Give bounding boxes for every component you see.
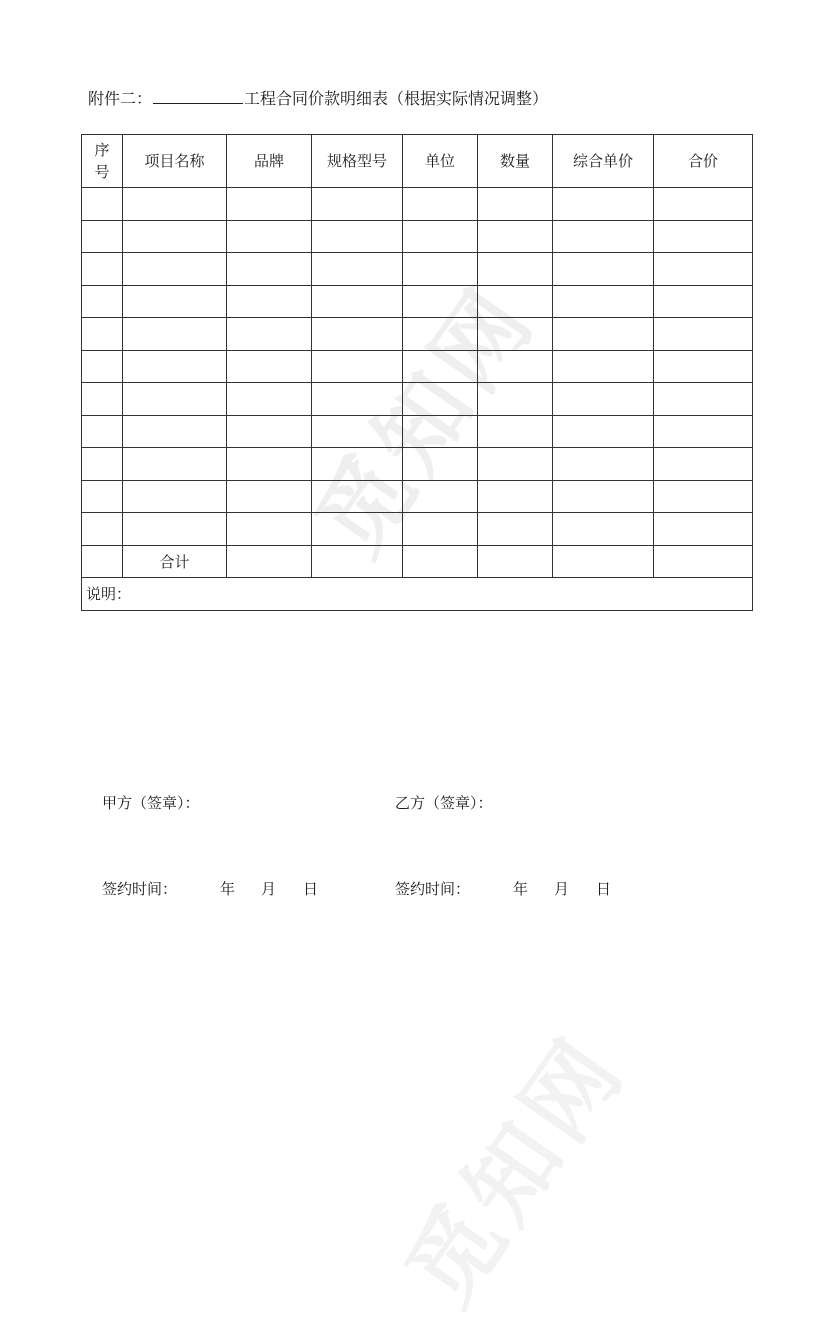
table-cell — [553, 448, 654, 481]
header-spec: 规格型号 — [312, 135, 403, 188]
table-cell — [123, 513, 227, 546]
header-item-name: 项目名称 — [123, 135, 227, 188]
table-cell — [553, 350, 654, 383]
table-row — [82, 188, 753, 221]
table-cell — [227, 448, 312, 481]
table-cell — [312, 480, 403, 513]
table-cell — [123, 285, 227, 318]
party-a-date-label: 签约时间： — [102, 880, 178, 898]
table-cell — [312, 253, 403, 286]
table-row — [82, 513, 753, 546]
table-cell — [312, 188, 403, 221]
table-cell — [654, 350, 753, 383]
table-cell — [82, 318, 123, 351]
table-header-row — [82, 135, 753, 188]
table-row — [82, 415, 753, 448]
note-row — [82, 578, 753, 611]
table-cell — [123, 383, 227, 416]
table-cell — [478, 220, 553, 253]
table-cell — [478, 285, 553, 318]
table-cell — [227, 253, 312, 286]
table-cell — [403, 545, 478, 578]
table-cell — [478, 318, 553, 351]
table-cell — [478, 415, 553, 448]
table-cell — [227, 220, 312, 253]
table-cell — [478, 383, 553, 416]
table-cell — [478, 545, 553, 578]
table-row — [82, 448, 753, 481]
table-cell — [654, 253, 753, 286]
table-cell — [312, 448, 403, 481]
table-cell — [82, 188, 123, 221]
table-row — [82, 285, 753, 318]
table-cell — [654, 285, 753, 318]
table-cell — [403, 513, 478, 546]
table-cell — [553, 188, 654, 221]
table-cell — [312, 220, 403, 253]
header-total-price: 合价 — [654, 135, 753, 188]
table-cell — [227, 350, 312, 383]
table-cell — [478, 350, 553, 383]
table-cell — [312, 415, 403, 448]
table-cell — [82, 480, 123, 513]
header-quantity: 数量 — [478, 135, 553, 188]
table-row — [82, 220, 753, 253]
table-cell — [312, 545, 403, 578]
table-cell — [478, 480, 553, 513]
table-cell — [403, 188, 478, 221]
table-cell — [82, 383, 123, 416]
party-b-month: 月 — [554, 880, 570, 898]
table-cell — [403, 318, 478, 351]
table-cell — [403, 383, 478, 416]
table-cell — [403, 220, 478, 253]
party-a-signature: 甲方（签章）： — [102, 794, 200, 812]
table-cell — [123, 480, 227, 513]
total-label: 合计 — [123, 545, 227, 578]
table-cell — [227, 513, 312, 546]
page-heading — [88, 86, 548, 109]
table-cell — [312, 350, 403, 383]
party-b-day: 日 — [596, 880, 612, 898]
table-cell — [553, 545, 654, 578]
header-unit-price: 综合单价 — [553, 135, 654, 188]
table-cell — [654, 480, 753, 513]
table-cell — [553, 285, 654, 318]
table-cell — [227, 318, 312, 351]
table-cell — [654, 415, 753, 448]
table-cell — [478, 253, 553, 286]
header-index: 序 号 — [82, 135, 123, 188]
note-label: 说明： — [82, 578, 753, 611]
table-cell — [553, 415, 654, 448]
heading-prefix: 附件二： — [88, 89, 153, 108]
table-cell — [654, 513, 753, 546]
table-cell — [654, 318, 753, 351]
table-cell — [123, 415, 227, 448]
table-cell — [123, 220, 227, 253]
table-cell — [227, 383, 312, 416]
table-row — [82, 318, 753, 351]
table-cell — [227, 188, 312, 221]
heading-blank-line — [153, 89, 243, 104]
table-cell — [553, 318, 654, 351]
table-cell — [553, 513, 654, 546]
table-cell — [82, 513, 123, 546]
total-row — [82, 545, 753, 578]
table-cell — [123, 448, 227, 481]
table-cell — [654, 545, 753, 578]
table-cell — [403, 253, 478, 286]
table-cell — [654, 448, 753, 481]
table-cell — [478, 513, 553, 546]
table-cell — [123, 253, 227, 286]
table-cell — [478, 188, 553, 221]
watermark-bottom: 觅知网 — [386, 1016, 647, 1324]
price-detail-table — [81, 134, 753, 611]
header-brand: 品牌 — [227, 135, 312, 188]
table-cell — [227, 480, 312, 513]
party-b-signature: 乙方（签章）： — [395, 794, 493, 812]
table-cell — [478, 448, 553, 481]
table-cell — [227, 285, 312, 318]
table-cell — [82, 350, 123, 383]
table-cell — [82, 285, 123, 318]
table-cell — [553, 480, 654, 513]
table-row — [82, 383, 753, 416]
party-a-month: 月 — [261, 880, 277, 898]
table-cell — [123, 318, 227, 351]
party-b-year: 年 — [513, 880, 529, 898]
table-cell — [654, 188, 753, 221]
table-cell — [654, 383, 753, 416]
table-cell — [553, 383, 654, 416]
table-cell — [654, 220, 753, 253]
table-cell — [553, 253, 654, 286]
header-unit: 单位 — [403, 135, 478, 188]
table-cell — [312, 285, 403, 318]
table-cell — [227, 415, 312, 448]
table-cell — [123, 350, 227, 383]
table-cell — [227, 545, 312, 578]
table-cell — [403, 415, 478, 448]
table-cell — [403, 480, 478, 513]
heading-title: 工程合同价款明细表（根据实际情况调整） — [244, 89, 549, 108]
table-cell — [312, 513, 403, 546]
table-cell — [553, 220, 654, 253]
table-cell — [403, 350, 478, 383]
table-cell — [403, 448, 478, 481]
party-b-date-label: 签约时间： — [395, 880, 471, 898]
table-cell — [82, 545, 123, 578]
table-cell — [312, 383, 403, 416]
table-cell — [82, 253, 123, 286]
table-row — [82, 350, 753, 383]
table-cell — [403, 285, 478, 318]
table-row — [82, 253, 753, 286]
party-a-day: 日 — [303, 880, 319, 898]
table-cell — [123, 188, 227, 221]
table-cell — [82, 448, 123, 481]
watermark: 觅知网 — [296, 266, 557, 574]
table-row — [82, 480, 753, 513]
table-cell — [82, 220, 123, 253]
table-cell — [82, 415, 123, 448]
party-a-year: 年 — [220, 880, 236, 898]
table-cell — [312, 318, 403, 351]
